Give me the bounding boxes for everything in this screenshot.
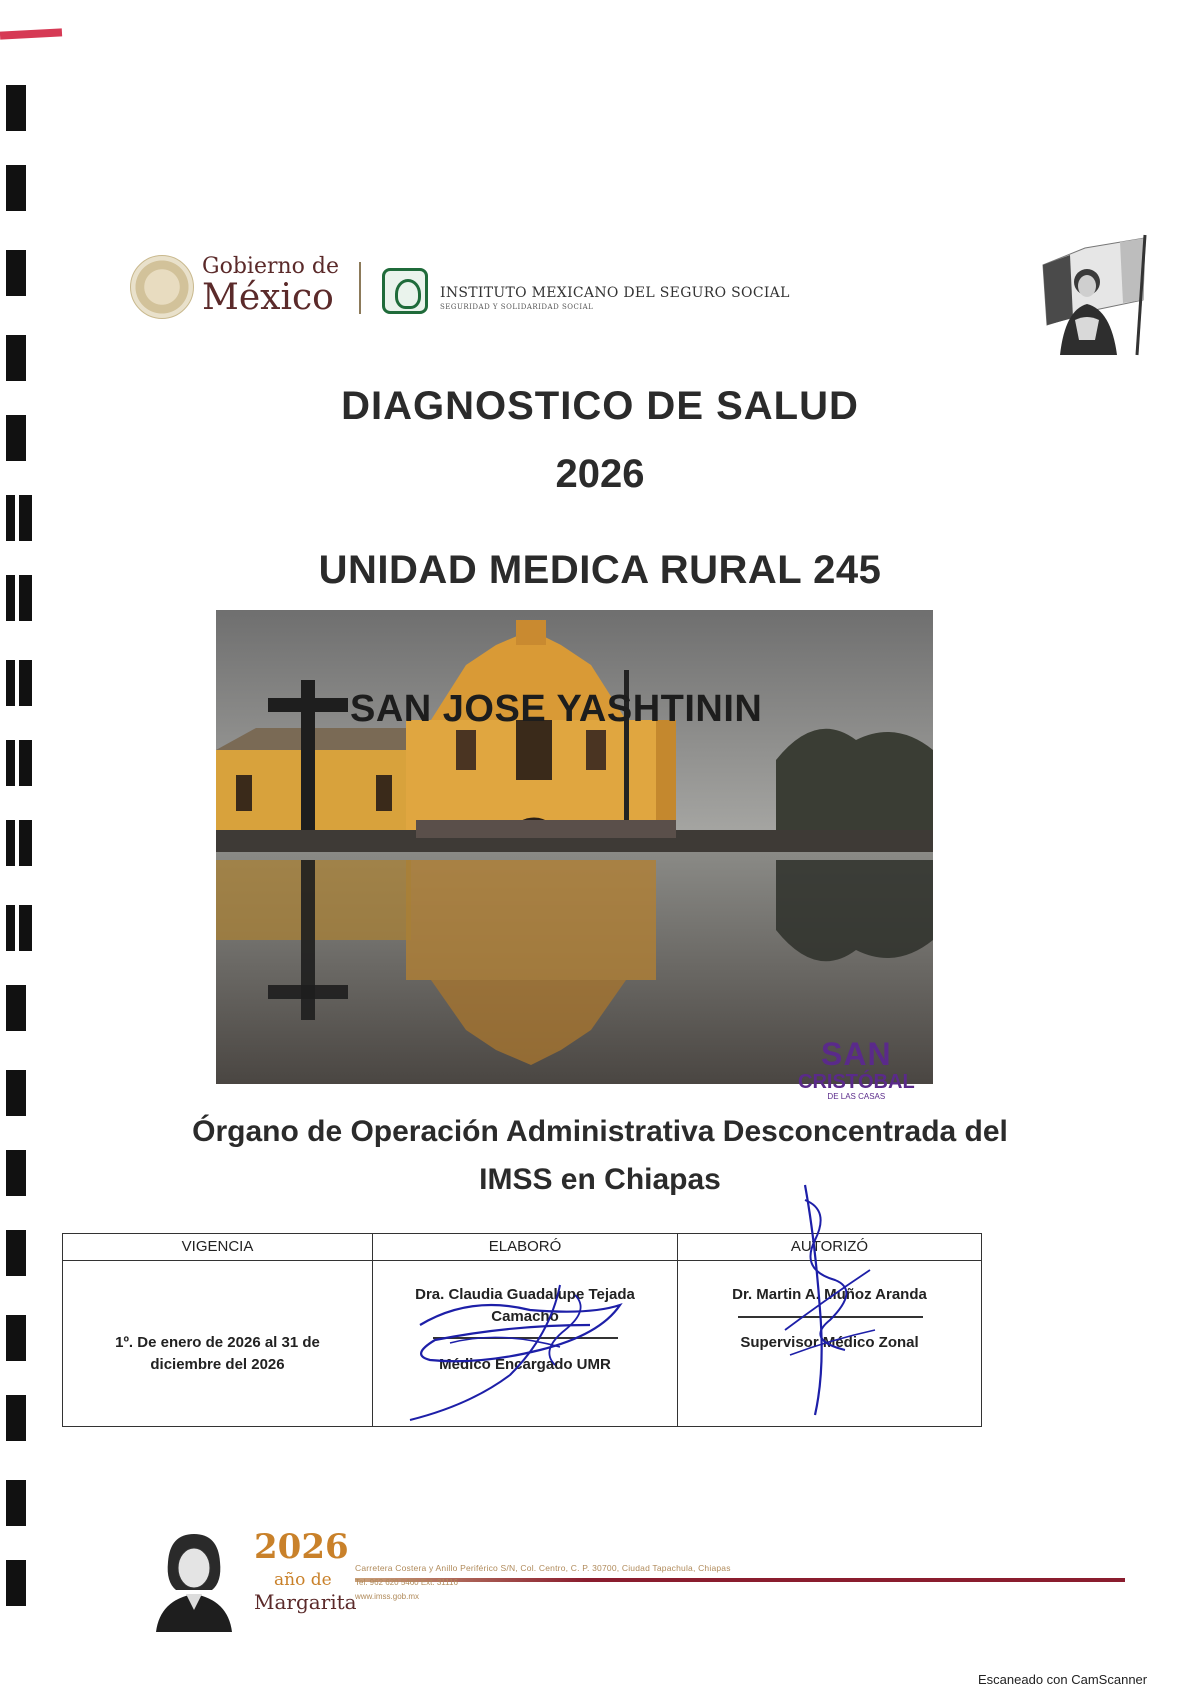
footer-web: www.imss.gob.mx: [355, 1592, 420, 1601]
footer-year: 2026: [254, 1527, 349, 1567]
footer-address: Carretera Costera y Anillo Periférico S/N, Col. Centro, C. P. 30700, Ciudad Tapachula, Chiapas: [355, 1563, 731, 1573]
gobierno-line2: México: [202, 277, 334, 318]
imss-name: INSTITUTO MEXICANO DEL SEGURO SOCIAL: [440, 285, 790, 301]
san-logo-line1: SAN: [821, 1036, 892, 1072]
vigencia-column: [63, 1234, 373, 1426]
elaboro-handwritten-signature: [390, 1255, 660, 1425]
gobierno-de-mexico-logo: [202, 256, 339, 316]
photo-caption: SAN JOSE YASHTININ: [350, 688, 763, 730]
imss-tagline: SEGURIDAD Y SOLIDARIDAD SOCIAL: [440, 303, 594, 311]
organ-line2: IMSS en Chiapas: [479, 1163, 721, 1196]
san-logo-line2: CRISTÓBAL: [798, 1071, 915, 1093]
document-year: 2026: [555, 452, 645, 496]
elaboro-name-line1: Dra. Claudia Guadalupe Tejada: [415, 1286, 635, 1303]
autorizo-name: Dr. Martin A. Muñoz Aranda: [732, 1286, 927, 1303]
imss-logo-icon: [382, 268, 428, 314]
elaboro-role: Médico Encargado UMR: [439, 1356, 611, 1373]
vigencia-line1: 1º. De enero de 2026 al 31 de: [115, 1334, 320, 1351]
footer-anio: año de: [274, 1570, 332, 1590]
organ-line1: Órgano de Operación Administrativa Desconcentrada del: [192, 1115, 1008, 1148]
san-logo-line3: DE LAS CASAS: [827, 1092, 886, 1101]
binding-marks: [0, 0, 40, 1698]
document-title: DIAGNOSTICO DE SALUD: [341, 384, 859, 428]
autorizo-handwritten-signature: [775, 1180, 885, 1420]
vigencia-header: VIGENCIA: [63, 1234, 372, 1261]
elaboro-name-line2: Camacho: [491, 1308, 559, 1325]
footer-name: Margarita: [254, 1590, 357, 1614]
mexico-seal-icon: [130, 255, 194, 319]
footer-rule: [355, 1578, 1125, 1582]
autorizo-role: Supervisor Médico Zonal: [740, 1334, 919, 1351]
gobierno-line1: Gobierno de: [202, 254, 339, 279]
footer-tel: Tel. 962 620 5460 Ext. 31116: [355, 1578, 458, 1587]
unit-title: UNIDAD MEDICA RURAL 245: [318, 548, 882, 592]
cathedral-photo: [216, 610, 933, 1084]
logo-divider: [359, 262, 361, 314]
vigencia-line2: diciembre del 2026: [150, 1356, 285, 1373]
autorizo-header: AUTORIZÓ: [678, 1234, 981, 1261]
elaboro-header: ELABORÓ: [373, 1234, 677, 1261]
margarita-maza-portrait: [150, 1528, 238, 1632]
heroine-flag-illustration: [1025, 230, 1150, 360]
camscanner-watermark: Escaneado con CamScanner: [978, 1672, 1148, 1687]
san-cristobal-logo: [798, 1038, 915, 1101]
